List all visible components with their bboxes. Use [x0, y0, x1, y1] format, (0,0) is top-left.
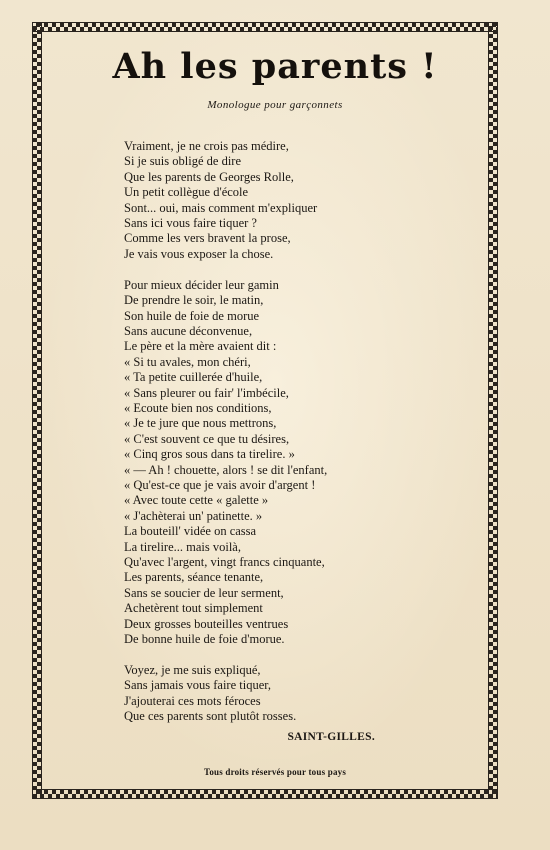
verse-line: Sans ici vous faire tiquer ?	[124, 216, 257, 231]
border-right	[488, 22, 498, 799]
verse-line: « Qu'est-ce que je vais avoir d'argent !	[124, 478, 316, 493]
verse-line: J'ajouterai ces mots féroces	[124, 693, 261, 708]
verse-line: « Je te jure que nous mettrons,	[124, 416, 277, 431]
stanza-2	[124, 278, 454, 648]
verse-line: Comme les vers bravent la prose,	[124, 231, 291, 246]
verse-line: « — Ah ! chouette, alors ! se dit l'enfant,	[124, 462, 328, 477]
stanza-3	[124, 663, 454, 725]
verse-line: Son huile de foie de morue	[124, 308, 260, 323]
verse-line: Sans aucune déconvenue,	[124, 323, 253, 338]
border-top	[32, 22, 498, 32]
verse-line: Voyez, je me suis expliqué,	[124, 663, 261, 677]
verse-line: Pour mieux décider leur gamin	[124, 277, 279, 292]
verse-line: Achetèrent tout simplement	[124, 601, 263, 616]
stanza-1	[124, 139, 454, 262]
verse-line: Le père et la mère avaient dit :	[124, 339, 277, 354]
verse-line: « C'est souvent ce que tu désires,	[124, 431, 290, 446]
verse-line: Les parents, séance tenante,	[124, 570, 264, 585]
poem-subtitle: Monologue pour garçonnets	[207, 99, 343, 111]
verse-line: Si je suis obligé de dire	[124, 154, 241, 169]
verse-line: Que ces parents sont plutôt rosses.	[124, 709, 297, 724]
verse-line: Je vais vous exposer la chose.	[124, 246, 274, 261]
verse-line: Un petit collègue d'école	[124, 185, 249, 200]
verse-line: Sans jamais vous faire tiquer,	[124, 678, 272, 693]
verse-line: La tirelire... mais voilà,	[124, 539, 241, 554]
verse-line: « Si tu avales, mon chéri,	[124, 354, 251, 369]
rights-notice: Tous droits réservés pour tous pays	[203, 767, 347, 777]
verse-line: « Sans pleurer ou fair' l'imbécile,	[124, 385, 289, 400]
verse-line: De prendre le soir, le matin,	[124, 293, 264, 308]
verse-line: Que les parents de Georges Rolle,	[124, 169, 294, 184]
verse-line: Sans se soucier de leur serment,	[124, 585, 284, 600]
verse-line: Qu'avec l'argent, vingt francs cinquante,	[124, 555, 325, 570]
verse-line: Sont... oui, mais comment m'expliquer	[124, 200, 318, 215]
poem-body	[124, 139, 454, 740]
verse-line: « Ecoute bien nos conditions,	[124, 401, 272, 415]
verse-line: « J'achèterai un' patinette. »	[124, 508, 263, 523]
border-bottom	[32, 789, 498, 799]
verse-line: De bonne huile de foie d'morue.	[124, 632, 285, 647]
border-left	[32, 22, 42, 799]
verse-line: « Cinq gros sous dans ta tirelire. »	[124, 447, 295, 462]
verse-line: La bouteill' vidée on cassa	[124, 524, 257, 539]
verse-line: Deux grosses bouteilles ventrues	[124, 616, 289, 631]
poem-title: Ah les parents !	[112, 46, 438, 87]
verse-line: « Ta petite cuillerée d'huile,	[124, 370, 263, 385]
verse-line: Vraiment, je ne crois pas médire,	[124, 139, 289, 153]
author-signature: SAINT-GILLES.	[287, 731, 375, 743]
verse-line: « Avec toute cette « galette »	[124, 493, 269, 508]
